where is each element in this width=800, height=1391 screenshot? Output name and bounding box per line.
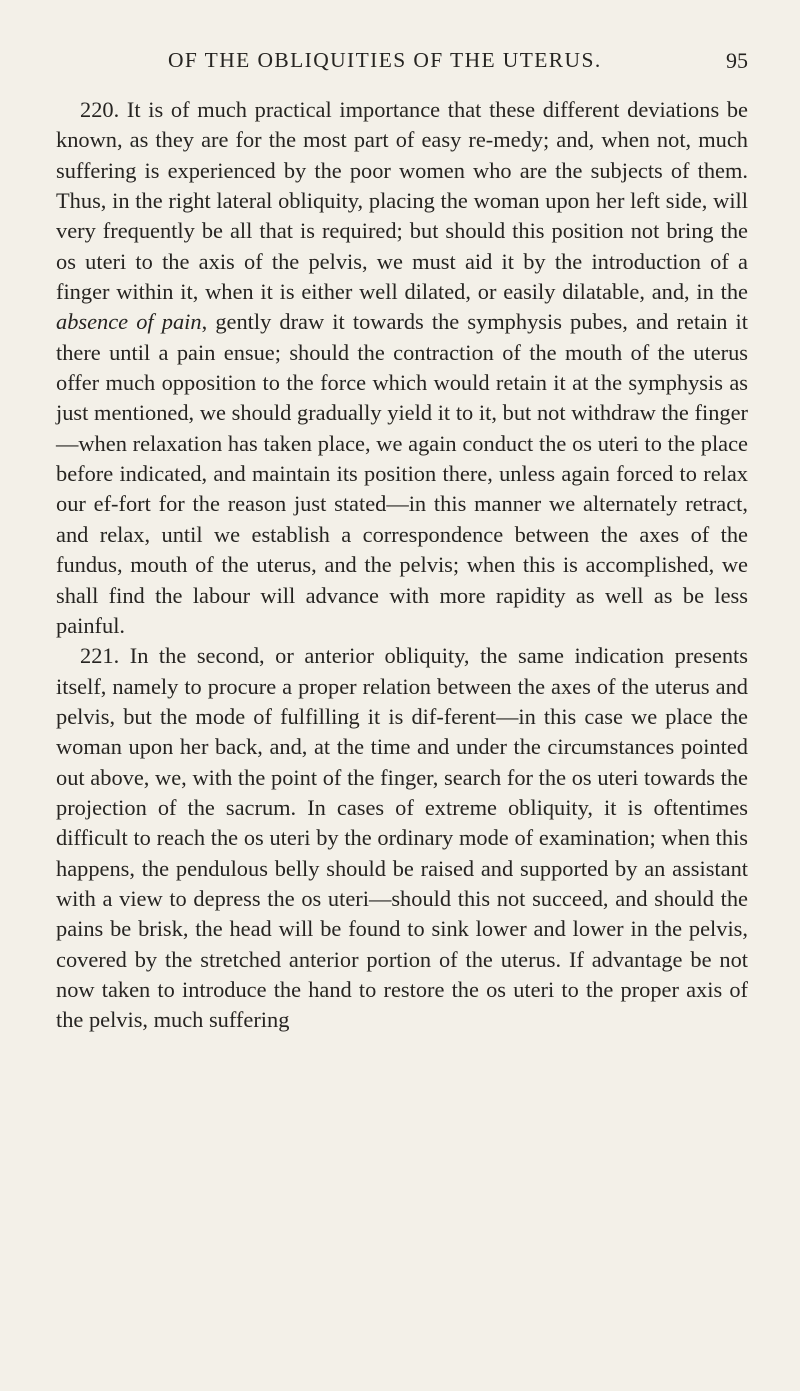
page-number: 95 — [726, 48, 748, 73]
running-head: OF THE OBLIQUITIES OF THE UTERUS. — [168, 48, 602, 72]
body-text — [56, 95, 748, 1036]
paragraph-number: 220. — [80, 97, 120, 122]
paragraph-text: It is of much practical importance that these different deviations be known, as they are for the most part of easy re-medy; and, when not, much suffering is experienced by the poor women who are the subjects of them. Thus, in the right lateral obliquity, placing the woman upon her left side, will very frequently be all that is required; but should this position not bring the os uteri to the axis of the pelvis, we must aid it by the introduction of a finger within it, when it is either well dilated, or easily dilatable, and, in the — [56, 97, 748, 305]
paragraph-text: , gently draw it towards the symphysis pubes, and retain it there until a pain ensue; should the contraction of the mouth of the uterus offer much opposition to the force which would retain it at the symphysis as just mentioned, we should gradually yield it to it, but not withdraw the finger—when relaxation has taken place, we again conduct the os uteri to the place before indicated, and maintain its position there, unless again forced to relax our ef-fort for the reason just stated—in this manner we alternately retract, and relax, until we establish a correspondence between the axes of the fundus, mouth of the uterus, and the pelvis; when this is accomplished, we shall find the labour will advance with more rapidity as well as be less painful. — [56, 309, 748, 638]
paragraph-text: In the second, or anterior obliquity, the same indication presents itself, namely to procure a proper relation between the axes of the uterus and pelvis, but the mode of fulfilling it is dif-ferent—in this case we place the woman upon her back, and, at the time and under the circumstances pointed out above, we, with the point of the finger, search for the os uteri towards the projection of the sacrum. In cases of extreme obliquity, it is oftentimes difficult to reach the os uteri by the ordinary mode of examination; when this happens, the pendulous belly should be raised and supported by an assistant with a view to depress the os uteri—should this not succeed, and should the pains be brisk, the head will be found to sink lower and lower in the pelvis, covered by the stretched anterior portion of the uterus. If advantage be not now taken to introduce the hand to restore the os uteri to the proper axis of the pelvis, much suffering — [56, 643, 748, 1033]
paragraph-221 — [56, 641, 748, 1035]
italic-phrase: absence of pain — [56, 309, 202, 335]
paragraph-number: 221. — [80, 643, 120, 669]
page-header — [60, 48, 748, 82]
paragraph-220 — [56, 95, 748, 641]
